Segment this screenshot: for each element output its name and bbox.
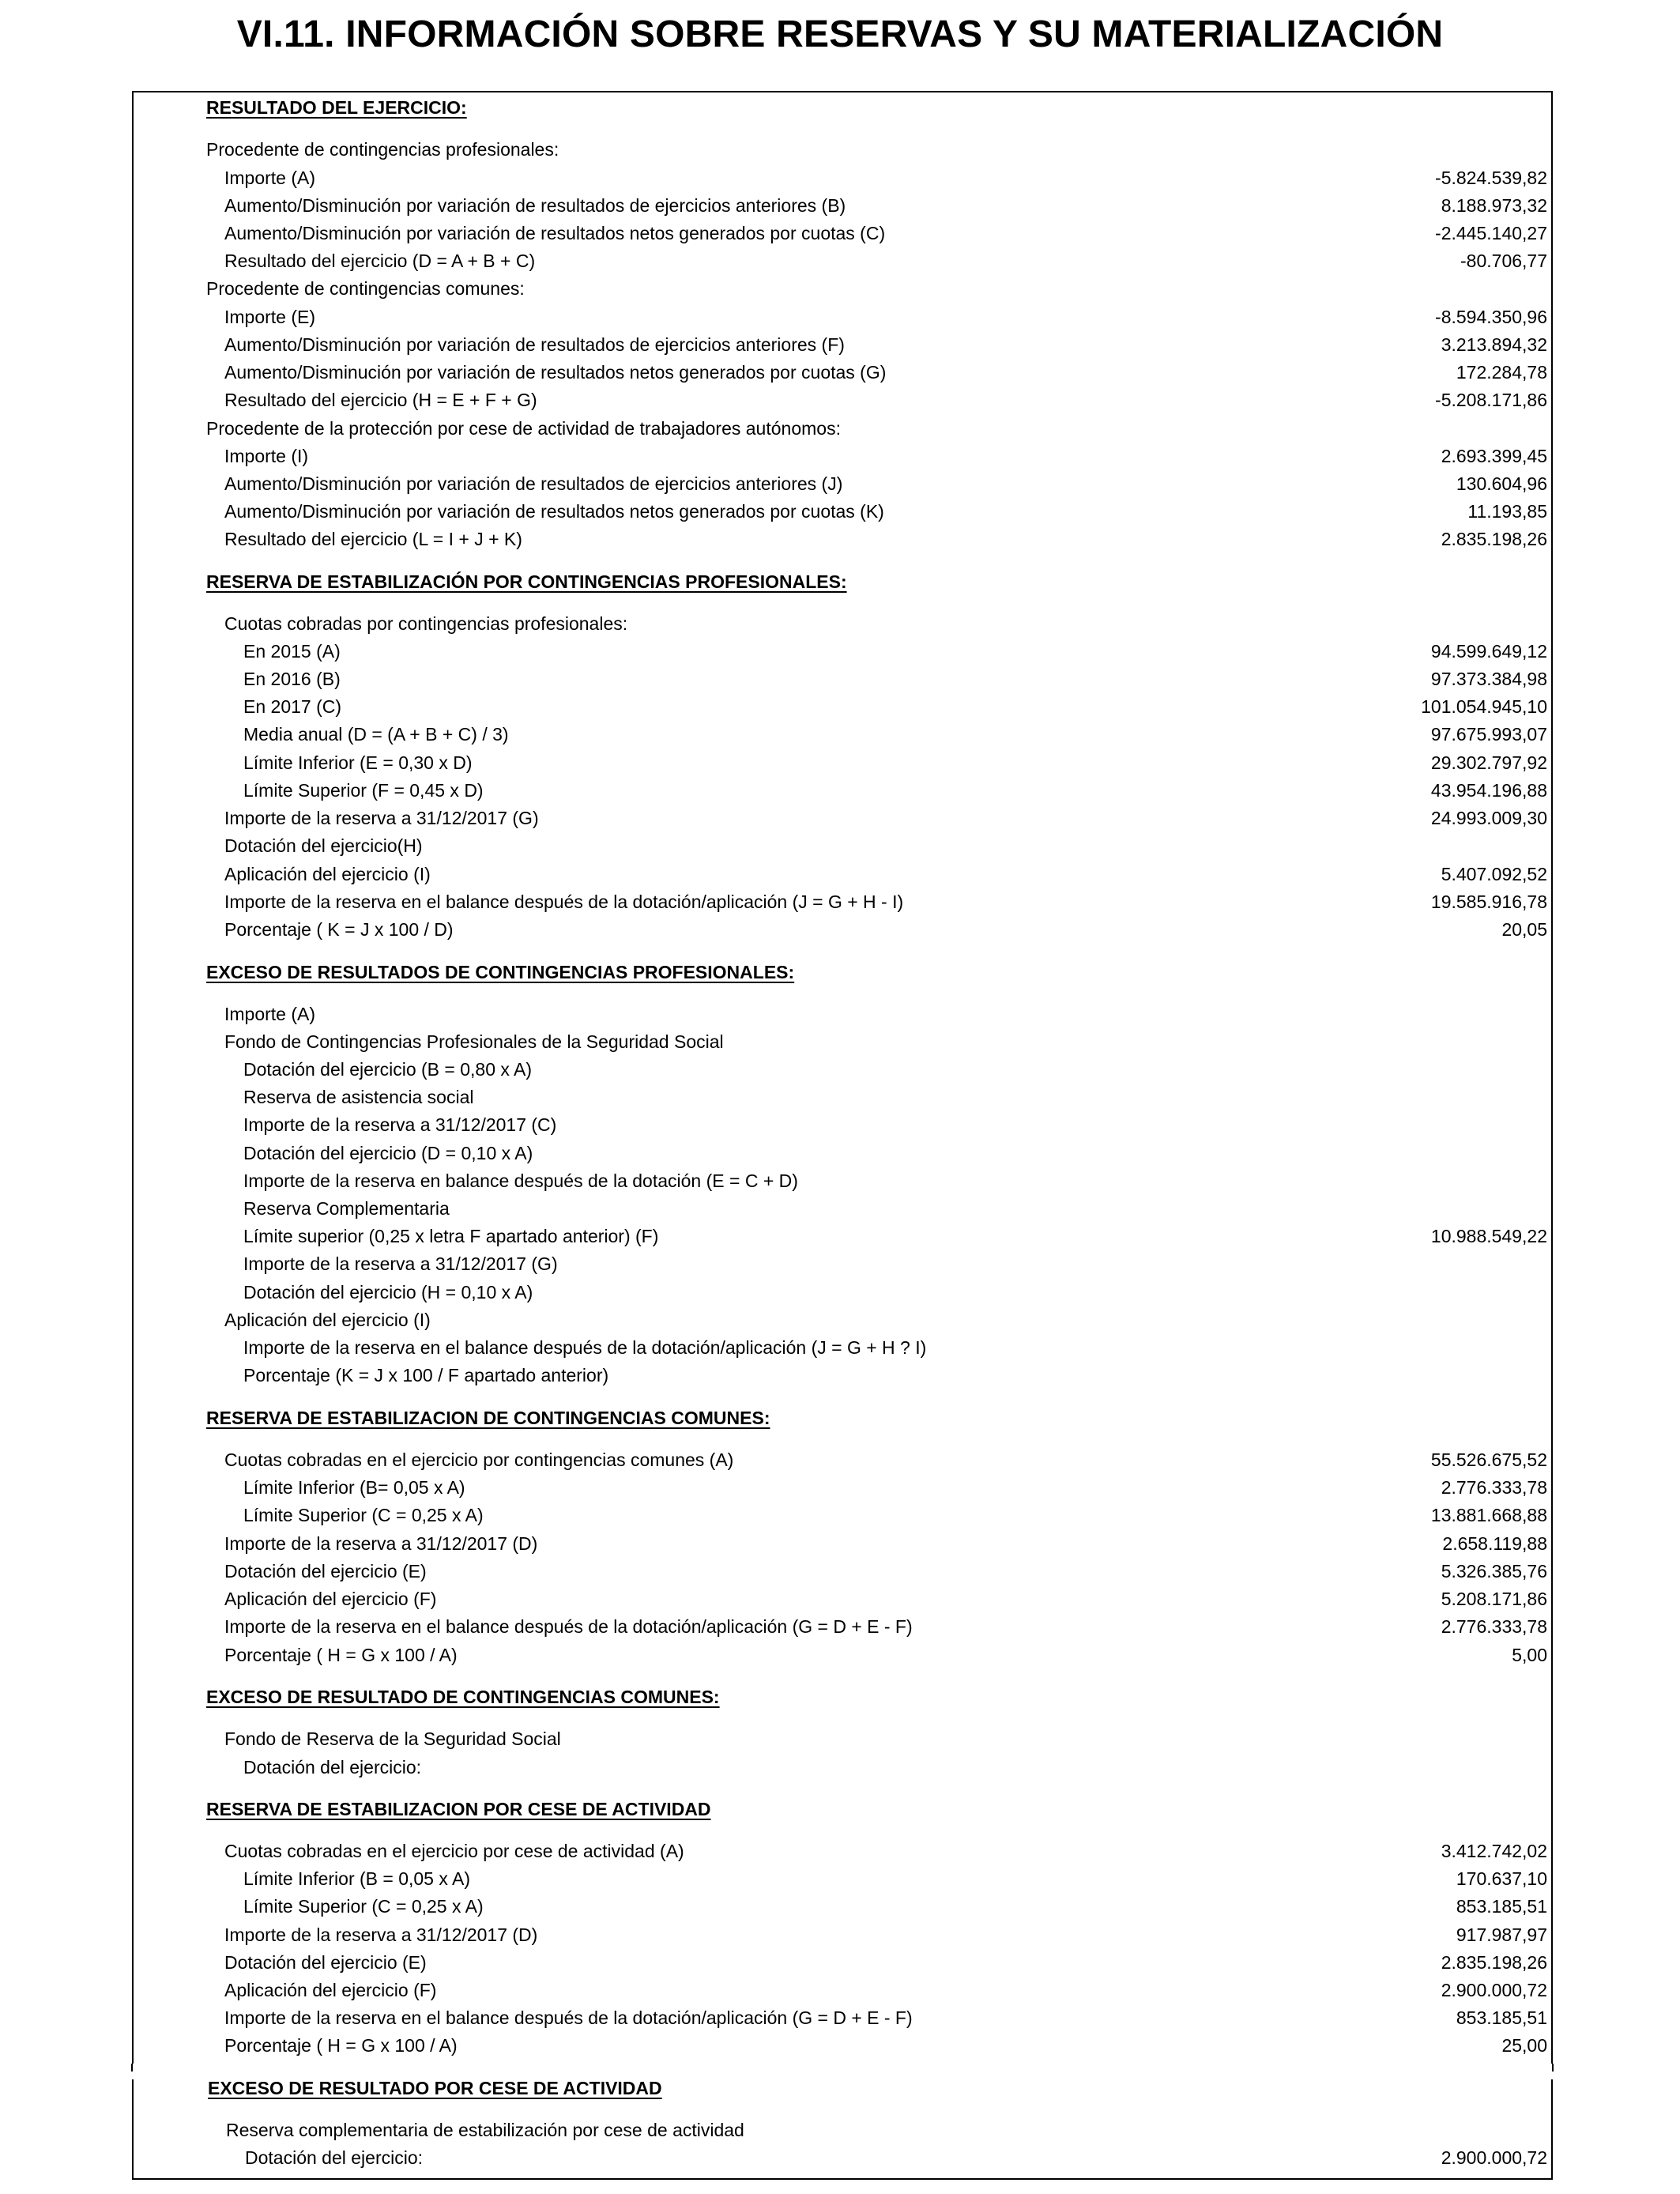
table-row bbox=[0, 1306, 1680, 1334]
row-label: Fondo de Reserva de la Seguridad Social bbox=[224, 1728, 561, 1749]
table-row bbox=[0, 916, 1680, 944]
table-row bbox=[0, 1084, 1680, 1111]
table-row bbox=[0, 749, 1680, 777]
row-value: 3.412.742,02 bbox=[1441, 1841, 1547, 1861]
row-label: Importe de la reserva en el balance después de la dotación/aplicación (J = G + H ? I) bbox=[243, 1337, 927, 1358]
row-label: Dotación del ejercicio (E) bbox=[224, 1952, 427, 1973]
row-label: Aplicación del ejercicio (I) bbox=[224, 1310, 431, 1330]
row-label: Dotación del ejercicio (E) bbox=[224, 1561, 427, 1581]
table-row bbox=[0, 1558, 1680, 1585]
table-row bbox=[0, 1977, 1680, 2004]
row-value: 2.900.000,72 bbox=[1441, 2147, 1547, 2168]
row-value: 172.284,78 bbox=[1456, 362, 1547, 383]
table-row bbox=[0, 1195, 1680, 1223]
row-label: Aumento/Disminución por variación de resultados de ejercicios anteriores (J) bbox=[224, 473, 843, 494]
row-label: Importe de la reserva en balance después de la dotación (E = C + D) bbox=[243, 1171, 798, 1191]
row-value: 11.193,85 bbox=[1467, 501, 1547, 522]
row-label: Límite Inferior (B = 0,05 x A) bbox=[243, 1868, 470, 1889]
section-heading bbox=[0, 1404, 1680, 1432]
table-row bbox=[0, 1754, 1680, 1781]
section-heading-label: RESERVA DE ESTABILIZACION DE CONTINGENCIAS COMUNES: bbox=[206, 1408, 770, 1428]
row-label: Reserva de asistencia social bbox=[243, 1087, 474, 1107]
row-label: En 2017 (C) bbox=[243, 696, 342, 717]
row-label: Resultado del ejercicio (H = E + F + G) bbox=[224, 390, 537, 410]
row-label: Importe (A) bbox=[224, 1004, 316, 1024]
table-row bbox=[0, 888, 1680, 916]
row-value: 2.693.399,45 bbox=[1441, 446, 1547, 466]
section-heading-label: EXCESO DE RESULTADOS DE CONTINGENCIAS PROFESIONALES: bbox=[206, 962, 795, 982]
row-label: Límite Superior (C = 0,25 x A) bbox=[243, 1505, 484, 1525]
row-label: Importe de la reserva en el balance después de la dotación/aplicación (G = D + E - F) bbox=[224, 2007, 913, 2028]
table-row bbox=[0, 1334, 1680, 1362]
row-label: Cuotas cobradas en el ejercicio por cese de actividad (A) bbox=[224, 1841, 684, 1861]
table-row bbox=[0, 247, 1680, 275]
row-value: 130.604,96 bbox=[1456, 473, 1547, 494]
table-row bbox=[0, 1279, 1680, 1306]
row-value: 2.900.000,72 bbox=[1441, 1980, 1547, 2000]
table-row bbox=[0, 1725, 1680, 1753]
row-value: 43.954.196,88 bbox=[1430, 780, 1547, 801]
row-value: 97.675.993,07 bbox=[1430, 724, 1547, 745]
table-row bbox=[0, 498, 1680, 526]
row-value: 2.776.333,78 bbox=[1441, 1616, 1547, 1637]
row-label: Porcentaje ( K = J x 100 / D) bbox=[224, 919, 454, 940]
row-label: En 2016 (B) bbox=[243, 669, 341, 689]
table-row bbox=[0, 1167, 1680, 1195]
row-label: Procedente de contingencias profesionales: bbox=[206, 139, 559, 160]
table-row bbox=[0, 1865, 1680, 1893]
row-value: -2.445.140,27 bbox=[1435, 223, 1547, 243]
row-label: Dotación del ejercicio(H) bbox=[224, 835, 423, 856]
table-row bbox=[0, 192, 1680, 220]
row-value: 55.526.675,52 bbox=[1430, 1449, 1547, 1470]
row-value: 5.407.092,52 bbox=[1441, 864, 1547, 884]
table-row bbox=[0, 2032, 1680, 2060]
row-label: Importe (E) bbox=[224, 307, 316, 327]
row-value: 853.185,51 bbox=[1456, 2007, 1547, 2028]
section-heading bbox=[0, 94, 1680, 122]
table-row bbox=[0, 1530, 1680, 1558]
table-row bbox=[0, 1001, 1680, 1028]
table-row bbox=[0, 2144, 1680, 2172]
row-label: Límite Superior (F = 0,45 x D) bbox=[243, 780, 484, 801]
row-value: 170.637,10 bbox=[1456, 1868, 1547, 1889]
table-row bbox=[0, 1111, 1680, 1139]
row-label: Aumento/Disminución por variación de resultados de ejercicios anteriores (B) bbox=[224, 195, 846, 216]
section-heading-label: EXCESO DE RESULTADO POR CESE DE ACTIVIDAD bbox=[208, 2078, 662, 2098]
row-label: Aumento/Disminución por variación de resultados netos generados por cuotas (K) bbox=[224, 501, 884, 522]
table-row bbox=[0, 220, 1680, 247]
row-label: Procedente de contingencias comunes: bbox=[206, 278, 525, 299]
row-label: Porcentaje ( H = G x 100 / A) bbox=[224, 1645, 458, 1665]
row-label: Aplicación del ejercicio (F) bbox=[224, 1589, 437, 1609]
table-row bbox=[0, 386, 1680, 414]
table-row bbox=[0, 805, 1680, 832]
row-label: Aumento/Disminución por variación de resultados netos generados por cuotas (G) bbox=[224, 362, 887, 383]
table-row bbox=[0, 721, 1680, 748]
row-value: -5.824.539,82 bbox=[1435, 168, 1547, 188]
row-value: 853.185,51 bbox=[1456, 1896, 1547, 1917]
table-row bbox=[0, 777, 1680, 805]
table-row bbox=[0, 470, 1680, 498]
table-row bbox=[0, 1502, 1680, 1529]
table-row bbox=[0, 1838, 1680, 1865]
table-row bbox=[0, 1250, 1680, 1278]
row-value: 19.585.916,78 bbox=[1430, 892, 1547, 912]
row-value: -8.594.350,96 bbox=[1435, 307, 1547, 327]
row-value: 2.776.333,78 bbox=[1441, 1477, 1547, 1498]
row-label: Importe (A) bbox=[224, 168, 316, 188]
table-row bbox=[0, 359, 1680, 386]
row-label: Importe de la reserva a 31/12/2017 (C) bbox=[243, 1114, 557, 1135]
row-value: -80.706,77 bbox=[1460, 251, 1547, 271]
row-label: Importe (I) bbox=[224, 446, 309, 466]
row-label: Reserva complementaria de estabilización por cese de actividad bbox=[226, 2120, 744, 2140]
table-row bbox=[0, 303, 1680, 331]
row-label: Dotación del ejercicio (D = 0,10 x A) bbox=[243, 1143, 533, 1163]
row-label: Porcentaje ( H = G x 100 / A) bbox=[224, 2035, 458, 2056]
row-value: -5.208.171,86 bbox=[1435, 390, 1547, 410]
table-row bbox=[0, 526, 1680, 553]
section-heading-label: RESERVA DE ESTABILIZACION POR CESE DE ACTIVIDAD bbox=[206, 1799, 711, 1819]
row-label: Resultado del ejercicio (D = A + B + C) bbox=[224, 251, 536, 271]
table-row bbox=[0, 415, 1680, 443]
section-heading-label: RESERVA DE ESTABILIZACIÓN POR CONTINGENCIAS PROFESIONALES: bbox=[206, 571, 847, 592]
section-heading bbox=[0, 959, 1680, 986]
table-row bbox=[0, 1474, 1680, 1502]
table-row bbox=[0, 1446, 1680, 1474]
table-row bbox=[0, 638, 1680, 665]
table-row bbox=[0, 2004, 1680, 2032]
row-value: 94.599.649,12 bbox=[1430, 641, 1547, 662]
table-row bbox=[0, 1056, 1680, 1084]
row-value: 2.835.198,26 bbox=[1441, 1952, 1547, 1973]
row-value: 20,05 bbox=[1501, 919, 1547, 940]
row-label: Importe de la reserva a 31/12/2017 (D) bbox=[224, 1533, 538, 1554]
table-row bbox=[0, 1362, 1680, 1389]
table-row bbox=[0, 1642, 1680, 1669]
row-label: Límite Inferior (E = 0,30 x D) bbox=[243, 752, 473, 773]
row-value: 5.208.171,86 bbox=[1441, 1589, 1547, 1609]
row-label: Límite Superior (C = 0,25 x A) bbox=[243, 1896, 484, 1917]
table-row bbox=[0, 1921, 1680, 1949]
row-value: 29.302.797,92 bbox=[1430, 752, 1547, 773]
row-label: Aumento/Disminución por variación de resultados de ejercicios anteriores (F) bbox=[224, 334, 845, 355]
row-label: Porcentaje (K = J x 100 / F apartado anterior) bbox=[243, 1365, 609, 1385]
table-row bbox=[0, 136, 1680, 164]
row-label: Cuotas cobradas en el ejercicio por contingencias comunes (A) bbox=[224, 1449, 734, 1470]
row-value: 2.658.119,88 bbox=[1442, 1533, 1547, 1554]
table-row bbox=[0, 164, 1680, 192]
table-row bbox=[0, 275, 1680, 303]
table-row bbox=[0, 832, 1680, 860]
row-value: 2.835.198,26 bbox=[1441, 529, 1547, 549]
row-label: Fondo de Contingencias Profesionales de la Seguridad Social bbox=[224, 1031, 724, 1052]
row-value: 25,00 bbox=[1501, 2035, 1547, 2056]
table-row bbox=[0, 1140, 1680, 1167]
row-value: 101.054.945,10 bbox=[1421, 696, 1547, 717]
row-label: Dotación del ejercicio: bbox=[245, 2147, 424, 2168]
table-row bbox=[0, 665, 1680, 693]
row-label: Media anual (D = (A + B + C) / 3) bbox=[243, 724, 509, 745]
row-value: 13.881.668,88 bbox=[1430, 1505, 1547, 1525]
row-label: Importe de la reserva en el balance después de la dotación/aplicación (G = D + E - F) bbox=[224, 1616, 913, 1637]
row-label: Aplicación del ejercicio (F) bbox=[224, 1980, 437, 2000]
row-label: Importe de la reserva a 31/12/2017 (G) bbox=[224, 808, 539, 828]
table-row bbox=[0, 1223, 1680, 1250]
row-label: Resultado del ejercicio (L = I + J + K) bbox=[224, 529, 522, 549]
row-label: Límite Inferior (B= 0,05 x A) bbox=[243, 1477, 465, 1498]
table-row bbox=[0, 1613, 1680, 1641]
row-label: Aumento/Disminución por variación de resultados netos generados por cuotas (C) bbox=[224, 223, 886, 243]
page-title: VI.11. INFORMACIÓN SOBRE RESERVAS Y SU MATERIALIZACIÓN bbox=[236, 13, 1444, 55]
row-value: 5.326.385,76 bbox=[1441, 1561, 1547, 1581]
row-label: Cuotas cobradas por contingencias profesionales: bbox=[224, 613, 628, 634]
row-label: Importe de la reserva en el balance después de la dotación/aplicación (J = G + H - I) bbox=[224, 892, 904, 912]
row-label: En 2015 (A) bbox=[243, 641, 341, 662]
row-value: 10.988.549,22 bbox=[1430, 1226, 1547, 1246]
row-value: 97.373.384,98 bbox=[1430, 669, 1547, 689]
table-row bbox=[0, 2117, 1680, 2144]
table-row bbox=[0, 1028, 1680, 1056]
row-value: 8.188.973,32 bbox=[1441, 195, 1547, 216]
row-label: Importe de la reserva a 31/12/2017 (D) bbox=[224, 1924, 538, 1945]
table-row bbox=[0, 861, 1680, 888]
section-heading bbox=[0, 2075, 1680, 2102]
row-label: Dotación del ejercicio: bbox=[243, 1757, 422, 1777]
table-row bbox=[0, 1949, 1680, 1977]
table-row bbox=[0, 1893, 1680, 1921]
row-value: 917.987,97 bbox=[1456, 1924, 1547, 1945]
table-row bbox=[0, 693, 1680, 721]
row-label: Reserva Complementaria bbox=[243, 1198, 450, 1219]
section-heading bbox=[0, 1796, 1680, 1823]
section-heading bbox=[0, 568, 1680, 596]
table-row bbox=[0, 610, 1680, 638]
section-heading-label: RESULTADO DEL EJERCICIO: bbox=[206, 97, 467, 118]
row-label: Límite superior (0,25 x letra F apartado anterior) (F) bbox=[243, 1226, 659, 1246]
table-row bbox=[0, 331, 1680, 359]
row-label: Aplicación del ejercicio (I) bbox=[224, 864, 431, 884]
table-row bbox=[0, 1585, 1680, 1613]
row-label: Importe de la reserva a 31/12/2017 (G) bbox=[243, 1253, 558, 1274]
row-value: 24.993.009,30 bbox=[1430, 808, 1547, 828]
section-heading bbox=[0, 1683, 1680, 1711]
row-value: 5,00 bbox=[1512, 1645, 1547, 1665]
row-label: Dotación del ejercicio (B = 0,80 x A) bbox=[243, 1059, 532, 1080]
row-label: Procedente de la protección por cese de actividad de trabajadores autónomos: bbox=[206, 418, 841, 439]
table-row bbox=[0, 443, 1680, 470]
row-value: 3.213.894,32 bbox=[1441, 334, 1547, 355]
section-heading-label: EXCESO DE RESULTADO DE CONTINGENCIAS COMUNES: bbox=[206, 1687, 720, 1707]
row-label: Dotación del ejercicio (H = 0,10 x A) bbox=[243, 1282, 533, 1302]
